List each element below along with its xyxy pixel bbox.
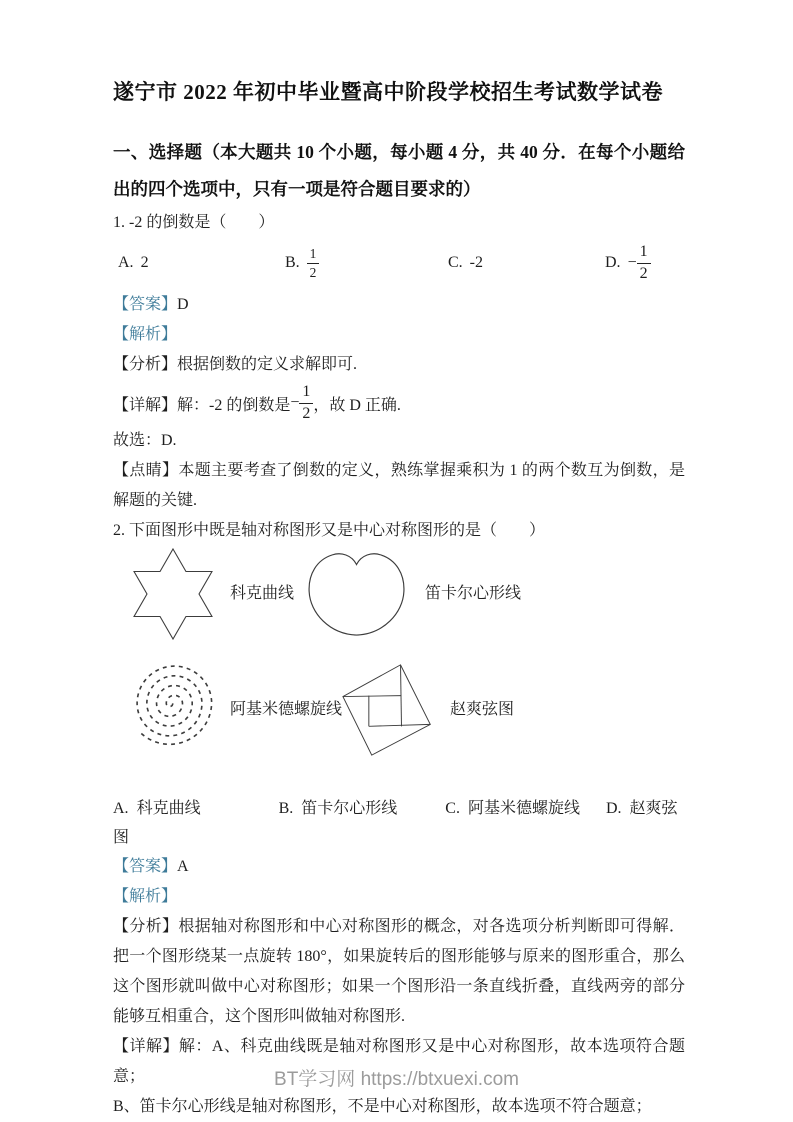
q2-fenxi-paragraph: 【分析】根据轴对称图形和中心对称图形的概念，对各选项分析判断即可得解．把一个图形绕某一点旋转 180°，如果旋转后的图形能够与原来的图形重合，那么这个图形就叫做中心对称图形；如果一个图形沿一条直线折叠，直线两旁的部分能够互相重合，这个图形叫做轴对称图形. xyxy=(113,918,685,1025)
cartesian-heart-figure xyxy=(305,551,409,638)
q1-answer-line xyxy=(113,290,685,320)
q2-xiangjie-line-a: 【详解】解：A、科克曲线既是轴对称图形又是中心对称图形，故本选项符合题意； xyxy=(113,1038,685,1085)
q2-xiangjie-line-b: B、笛卡尔心形线是轴对称图形，不是中心对称图形，故本选项不符合题意； xyxy=(113,1098,652,1115)
question-1-number: 1. xyxy=(113,214,125,231)
zhao-shuang-label: 赵爽弦图 xyxy=(450,701,515,718)
archimedes-spiral-label: 阿基米德螺旋线 xyxy=(230,701,343,718)
watermark-footer: BT学习网 https://btxuexi.com xyxy=(274,1069,519,1090)
q1-option-b: B. $\frac{1}{2}$ xyxy=(285,236,319,290)
archimedes-spiral-figure xyxy=(129,656,223,754)
fraction-negative-one-half: − $\frac{1}{2}$ xyxy=(628,243,651,283)
question-1-stem: 1. -2 的倒数是（ ） xyxy=(113,214,275,231)
answer-label: 【答案】 xyxy=(113,858,178,875)
analysis-header-label: 【解析】 xyxy=(113,326,178,343)
six-pointed-star-icon xyxy=(128,544,218,644)
q1-dianjing-paragraph: 【点睛】本题主要考查了倒数的定义，熟练掌握乘积为 1 的两个数互为倒数，是解题的关键. xyxy=(113,462,685,509)
fraction-one-half: $\frac{1}{2}$ xyxy=(307,246,320,280)
q1-xiangjie-line: 【详解】解：-2 的倒数是 − $\frac{1}{2}$ ，故 D 正确. xyxy=(113,383,401,422)
document-title: 遂宁市 2022 年初中毕业暨高中阶段学校招生考试数学试卷 xyxy=(113,80,663,104)
q1-option-d: D. − $\frac{1}{2}$ xyxy=(605,236,651,290)
question-1-options xyxy=(113,236,685,290)
q2-option-a: A. 科克曲线 xyxy=(113,800,201,817)
document-content xyxy=(113,76,685,1122)
heart-curve-icon xyxy=(305,551,409,638)
q2-option-c: C. 阿基米德螺旋线 xyxy=(445,800,580,817)
q2-analysis-header xyxy=(113,882,685,912)
spiral-icon xyxy=(129,656,223,754)
zhao-shuang-chord-icon xyxy=(341,660,437,760)
koch-curve-label: 科克曲线 xyxy=(230,585,295,602)
koch-curve-figure xyxy=(128,544,218,644)
q1-option-c: C. -2 xyxy=(448,254,483,271)
q1-answer-value: D xyxy=(177,296,189,313)
q2-answer-value: A xyxy=(177,858,189,875)
section-heading: 一、选择题（本大题共 10 个小题，每小题 4 分，共 40 分．在每个小题给出的四个选项中，只有一项是符合题目要求的） xyxy=(113,142,685,199)
q1-fenxi-paragraph: 【分析】根据倒数的定义求解即可. xyxy=(113,356,358,373)
zhao-shuang-figure xyxy=(341,660,437,760)
question-2-figures xyxy=(113,544,685,790)
q1-conclusion-line: 故选：D. xyxy=(113,432,177,449)
analysis-header-label: 【解析】 xyxy=(113,888,178,905)
cartesian-heart-label: 笛卡尔心形线 xyxy=(425,585,522,602)
q1-option-a: A. 2 xyxy=(118,254,149,271)
q2-option-d: D. 赵爽弦图 xyxy=(113,800,678,846)
question-2-stem: 2. 下面图形中既是轴对称图形又是中心对称图形的是（ ） xyxy=(113,522,546,539)
q2-option-b: B. 笛卡尔心形线 xyxy=(278,800,398,817)
question-2-number: 2. xyxy=(113,522,125,539)
q1-analysis-header xyxy=(113,320,685,350)
q2-answer-line xyxy=(113,852,685,882)
answer-label: 【答案】 xyxy=(113,296,178,313)
fraction-negative-one-half: − $\frac{1}{2}$ xyxy=(290,383,313,423)
question-2-options xyxy=(113,794,685,852)
